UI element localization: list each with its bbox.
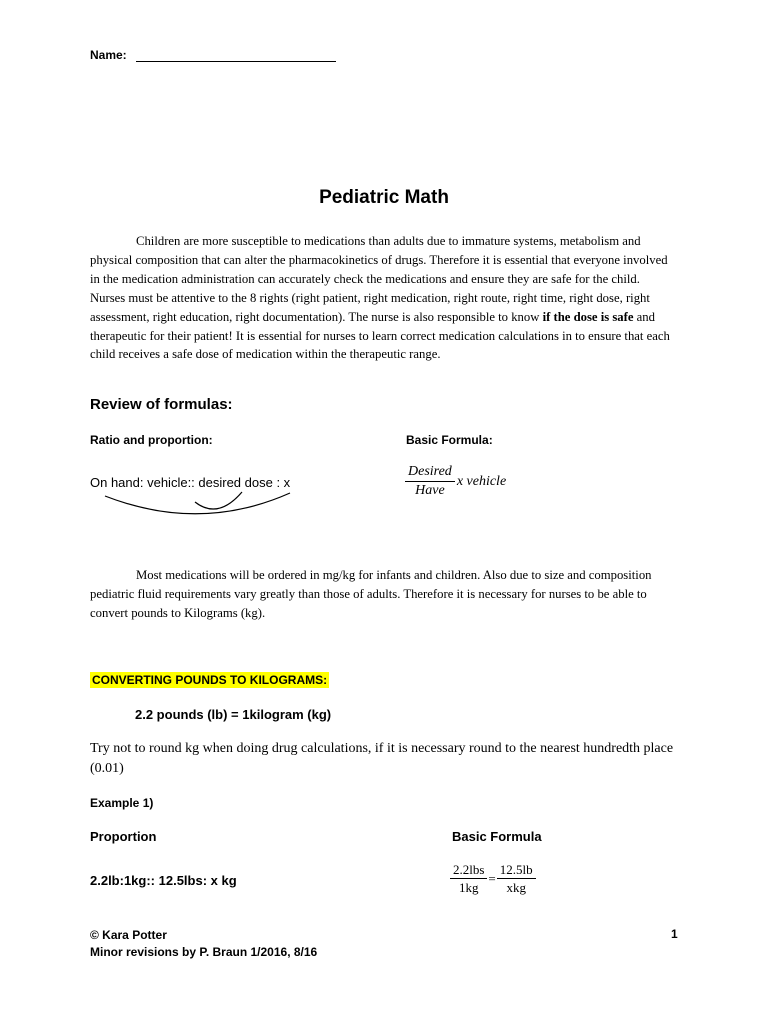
formula-denominator: Have bbox=[415, 483, 445, 498]
basic-formula-fraction bbox=[405, 463, 506, 500]
converting-heading: CONVERTING POUNDS TO KILOGRAMS: bbox=[92, 673, 328, 687]
name-field-row bbox=[90, 48, 336, 62]
formula-suffix: x vehicle bbox=[456, 473, 507, 489]
intro-text: Children are more susceptible to medications than adults due to immature systems, metabolism and physical composition that can alter the pharmacokinetics of drugs. Therefore it is essential that everyone involved in the medication administration can accurately check the medications and ensure they are safe for the child. Nurses must be attentive to the 8 rights (right patient, right medication, right route, right time, right dose, right assessment, right education, right documentation). The nurse is also responsible to know bbox=[90, 234, 668, 324]
proportion-label: Proportion bbox=[90, 829, 157, 844]
right-numerator: 12.5lb bbox=[497, 861, 536, 879]
proportion-expression: 2.2lb:1kg:: 12.5lbs: x kg bbox=[90, 873, 237, 888]
mgkg-paragraph bbox=[90, 566, 676, 623]
rounding-note: Try not to round kg when doing drug calculations, if it is necessary round to the nearest hundredth place (0.01) bbox=[90, 741, 674, 776]
left-numerator: 2.2lbs bbox=[450, 861, 487, 879]
page-number: 1 bbox=[671, 927, 678, 941]
left-denominator: 1kg bbox=[458, 880, 479, 895]
name-blank-line[interactable] bbox=[136, 48, 336, 62]
equals-sign: = bbox=[488, 870, 496, 886]
name-label: Name: bbox=[90, 48, 127, 62]
right-denominator: xkg bbox=[506, 880, 526, 895]
intro-text-end: and therapeutic for their patient! It is essential for nurses to learn correct medication calculations in to ensure that each child receives a safe dose of medication within the therapeutic range. bbox=[90, 309, 670, 362]
revisions-line: Minor revisions by P. Braun 1/2016, 8/16 bbox=[90, 945, 318, 959]
footer-credits bbox=[90, 927, 317, 961]
page-title: Pediatric Math bbox=[319, 187, 449, 208]
conversion-formula bbox=[450, 861, 536, 896]
intro-paragraph bbox=[90, 232, 676, 364]
copyright-line: © Kara Potter bbox=[90, 928, 167, 942]
example-label: Example 1) bbox=[90, 796, 154, 810]
mgkg-text: Most medications will be ordered in mg/kg for infants and children. Also due to size and composition pediatric fluid requirements vary greatly than those of adults. Therefore it is necessary for nurses to be able to convert pounds to Kilograms (kg). bbox=[90, 568, 652, 620]
inner-arc bbox=[195, 492, 242, 509]
conversion-fact: 2.2 pounds (lb) = 1kilogram (kg) bbox=[135, 707, 332, 722]
review-heading: Review of formulas: bbox=[90, 396, 233, 413]
intro-bold-phrase: if the dose is safe bbox=[542, 309, 634, 324]
ratio-proportion-label: Ratio and proportion: bbox=[90, 433, 213, 447]
formula-numerator: Desired bbox=[405, 463, 455, 482]
ratio-connector-arcs bbox=[90, 488, 300, 524]
basic-formula-label: Basic Formula: bbox=[406, 433, 493, 447]
ratio-expression: On hand: vehicle:: desired dose : x bbox=[90, 475, 291, 490]
basic-formula-label-2: Basic Formula bbox=[452, 829, 542, 844]
